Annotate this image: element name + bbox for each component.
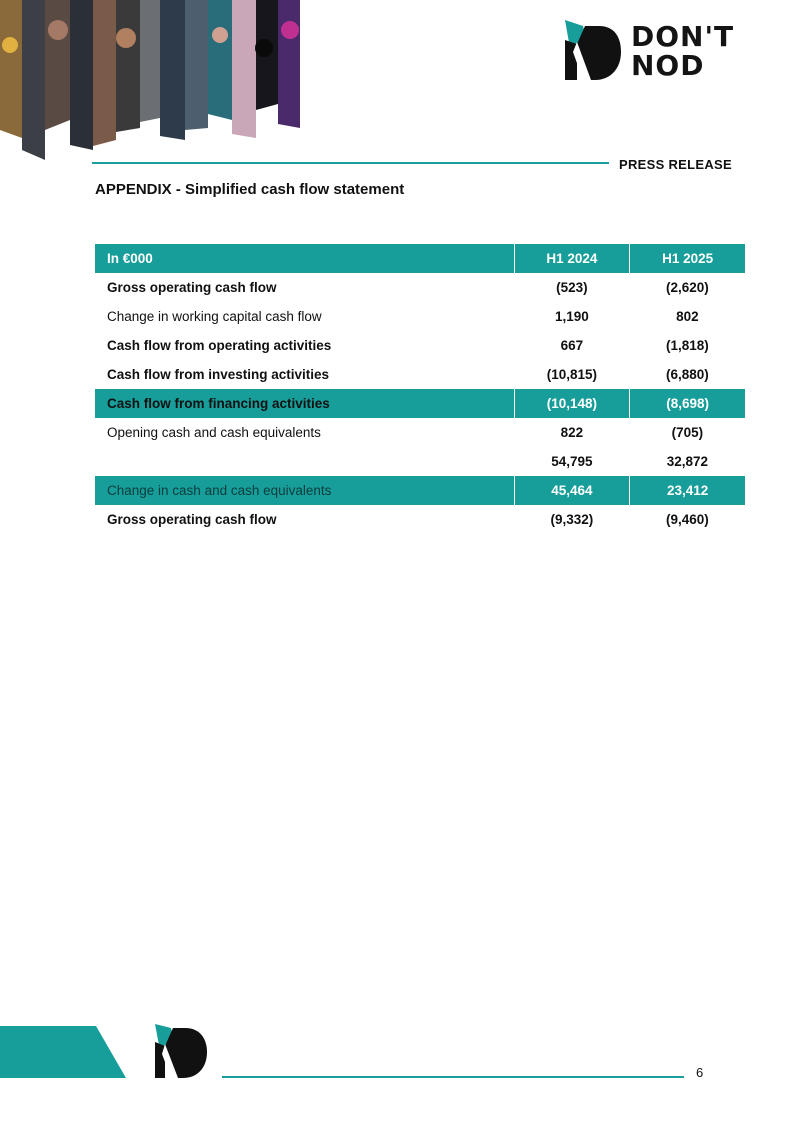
row-value-h1-2024: (9,332): [550, 512, 594, 527]
row-value-h1-2024: (10,815): [546, 367, 598, 382]
row-value-h1-2024: 667: [560, 338, 584, 353]
footer-logo-mark-icon: [153, 1024, 209, 1080]
column-header-h1-2024: H1 2024: [514, 244, 630, 273]
dontnod-logo: [563, 20, 753, 82]
logo-wordmark: [631, 22, 734, 80]
table-row: [95, 302, 745, 331]
column-header-unit: In €000: [95, 244, 514, 273]
logo-text-line2: NOD: [631, 49, 705, 82]
row-value-h1-2024: (10,148): [514, 389, 630, 418]
footer-divider: [222, 1076, 684, 1078]
table-header-row: [95, 244, 745, 273]
row-value-h1-2024: 54,795: [551, 454, 593, 469]
row-label: Cash flow from operating activities: [107, 338, 332, 353]
column-header-h1-2025: H1 2025: [630, 244, 745, 273]
row-value-h1-2025: 23,412: [630, 476, 745, 505]
game-collage-banner: [0, 0, 300, 160]
row-value-h1-2024: 45,464: [514, 476, 630, 505]
footer-teal-shape: [0, 1026, 130, 1078]
row-value-h1-2025: (2,620): [666, 280, 709, 295]
row-value-h1-2025: (705): [671, 425, 704, 440]
page-number: 6: [696, 1065, 704, 1080]
row-label: Cash flow from financing activities: [95, 389, 514, 418]
row-label: [95, 447, 514, 476]
row-label: Cash flow from investing activities: [107, 367, 330, 382]
row-label: Gross operating cash flow: [107, 280, 277, 295]
section-title: APPENDIX - Simplified cash flow statement: [95, 181, 405, 198]
table-row: [95, 331, 745, 360]
cash-flow-table: [95, 244, 745, 534]
row-value-h1-2025: (8,698): [630, 389, 745, 418]
row-value-h1-2025: 32,872: [666, 454, 709, 469]
row-label: Change in cash and cash equivalents: [95, 476, 514, 505]
row-value-h1-2024: 822: [560, 425, 584, 440]
row-value-h1-2024: 1,190: [555, 309, 589, 324]
table-row: [95, 447, 745, 476]
row-value-h1-2025: (1,818): [666, 338, 709, 353]
header-divider: [92, 162, 609, 164]
table-row-highlighted: [95, 389, 745, 418]
row-value-h1-2024: (523): [556, 280, 588, 295]
row-label: Opening cash and cash equivalents: [107, 425, 321, 440]
row-label: Gross operating cash flow: [107, 512, 277, 527]
row-value-h1-2025: (9,460): [666, 512, 709, 527]
press-release-label: PRESS RELEASE: [619, 157, 732, 172]
dontnod-logo-mark-icon: [563, 20, 623, 82]
row-value-h1-2025: (6,880): [666, 367, 709, 382]
table-row-highlighted: [95, 476, 745, 505]
row-value-h1-2025: 802: [676, 309, 699, 324]
row-label: Change in working capital cash flow: [107, 309, 322, 324]
table-row: [95, 505, 745, 534]
table-row: [95, 273, 745, 302]
table-row: [95, 418, 745, 447]
table-row: [95, 360, 745, 389]
logo-text-line1: DON'T: [631, 20, 735, 53]
